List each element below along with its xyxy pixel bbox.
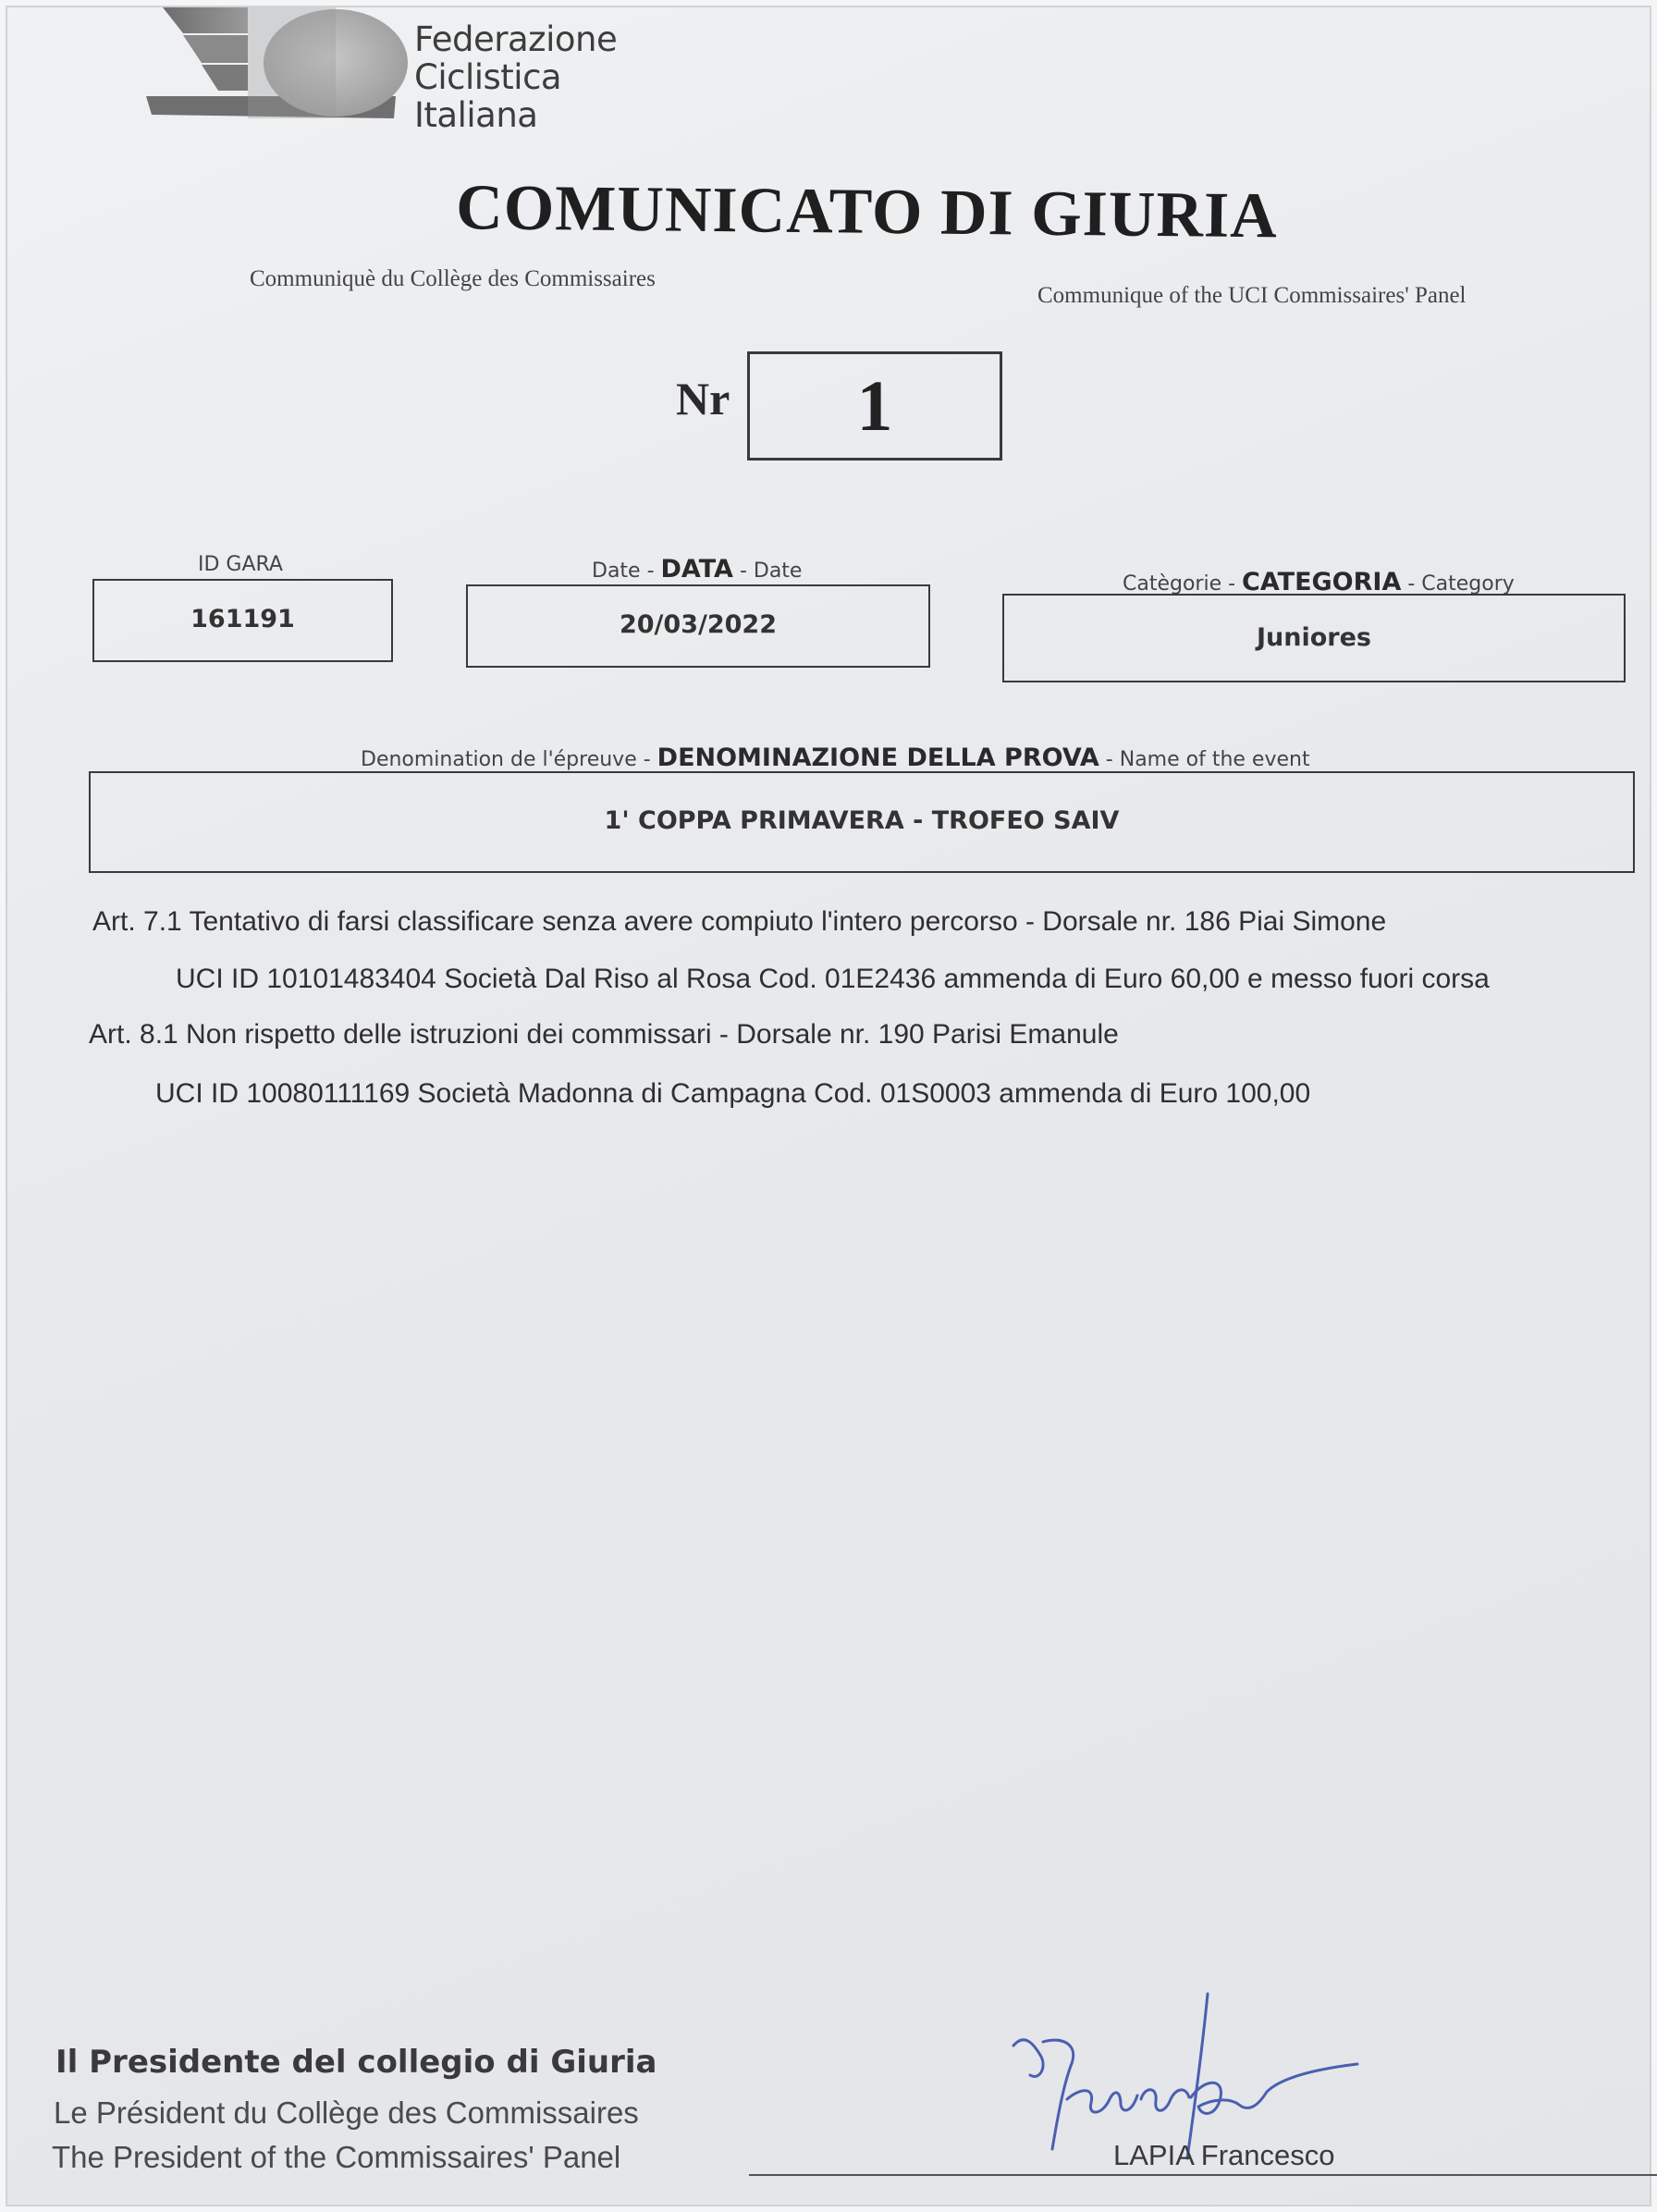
- date-label-pre: Date -: [592, 559, 661, 583]
- category-label-post: - Category: [1401, 572, 1515, 596]
- event-label-main: DENOMINAZIONE DELLA PROVA: [657, 743, 1099, 772]
- article-2-line-1: Art. 8.1 Non rispetto delle istruzioni dei commissari - Dorsale nr. 190 Parisi Emanule: [89, 1019, 1119, 1050]
- org-line-3: Italiana: [414, 95, 538, 135]
- date-label-main: DATA: [660, 555, 733, 584]
- article-2-line-2: UCI ID 10080111169 Società Madonna di Campagna Cod. 01S0003 ammenda di Euro 100,00: [155, 1078, 1311, 1109]
- nr-value: 1: [747, 351, 1002, 461]
- category-label: [1123, 568, 1515, 596]
- date-label: [592, 555, 802, 584]
- category-label-pre: Catègorie -: [1123, 572, 1243, 596]
- category-label-main: CATEGORIA: [1242, 568, 1402, 596]
- org-name: [414, 20, 617, 134]
- date-label-post: - Date: [732, 559, 803, 583]
- org-line-2: Ciclistica: [414, 57, 562, 97]
- president-title-it: Il Presidente del collegio di Giuria: [55, 2044, 657, 2081]
- signer-name: LAPIA Francesco: [1113, 2139, 1335, 2171]
- category-value: Juniores: [1002, 594, 1626, 682]
- article-1-line-2: UCI ID 10101483404 Società Dal Riso al Rosa Cod. 01E2436 ammenda di Euro 60,00 e messo fuori corsa: [176, 964, 1490, 994]
- document-page: [6, 6, 1651, 2206]
- article-1-line-1: Art. 7.1 Tentativo di farsi classificare senza avere compiuto l'intero percorso - Dorsale nr. 186 Piai Simone: [92, 906, 1387, 937]
- event-label-pre: Denomination de l'épreuve -: [361, 748, 657, 771]
- date-value: 20/03/2022: [466, 584, 930, 668]
- signature-icon: [1006, 1977, 1404, 2162]
- subtitle-fr: Communiquè du Collège des Commissaires: [250, 266, 656, 291]
- org-line-1: Federazione: [414, 19, 618, 59]
- id-gara-value: 161191: [92, 579, 393, 662]
- signature-line: [749, 2174, 1657, 2176]
- event-label: [361, 743, 1310, 772]
- subtitle-en: Communique of the UCI Commissaires' Panel: [1037, 283, 1467, 308]
- president-title-en: The President of the Commissaires' Panel: [52, 2140, 621, 2174]
- id-gara-label: ID GARA: [198, 553, 283, 576]
- page-title: COMUNICATO DI GIURIA: [455, 172, 1279, 252]
- event-value: 1' COPPA PRIMAVERA - TROFEO SAIV: [89, 771, 1635, 873]
- nr-label: Nr: [676, 373, 730, 424]
- event-label-post: - Name of the event: [1099, 748, 1310, 771]
- fci-logo-icon: [146, 7, 423, 128]
- president-title-fr: Le Président du Collège des Commissaires: [54, 2095, 639, 2130]
